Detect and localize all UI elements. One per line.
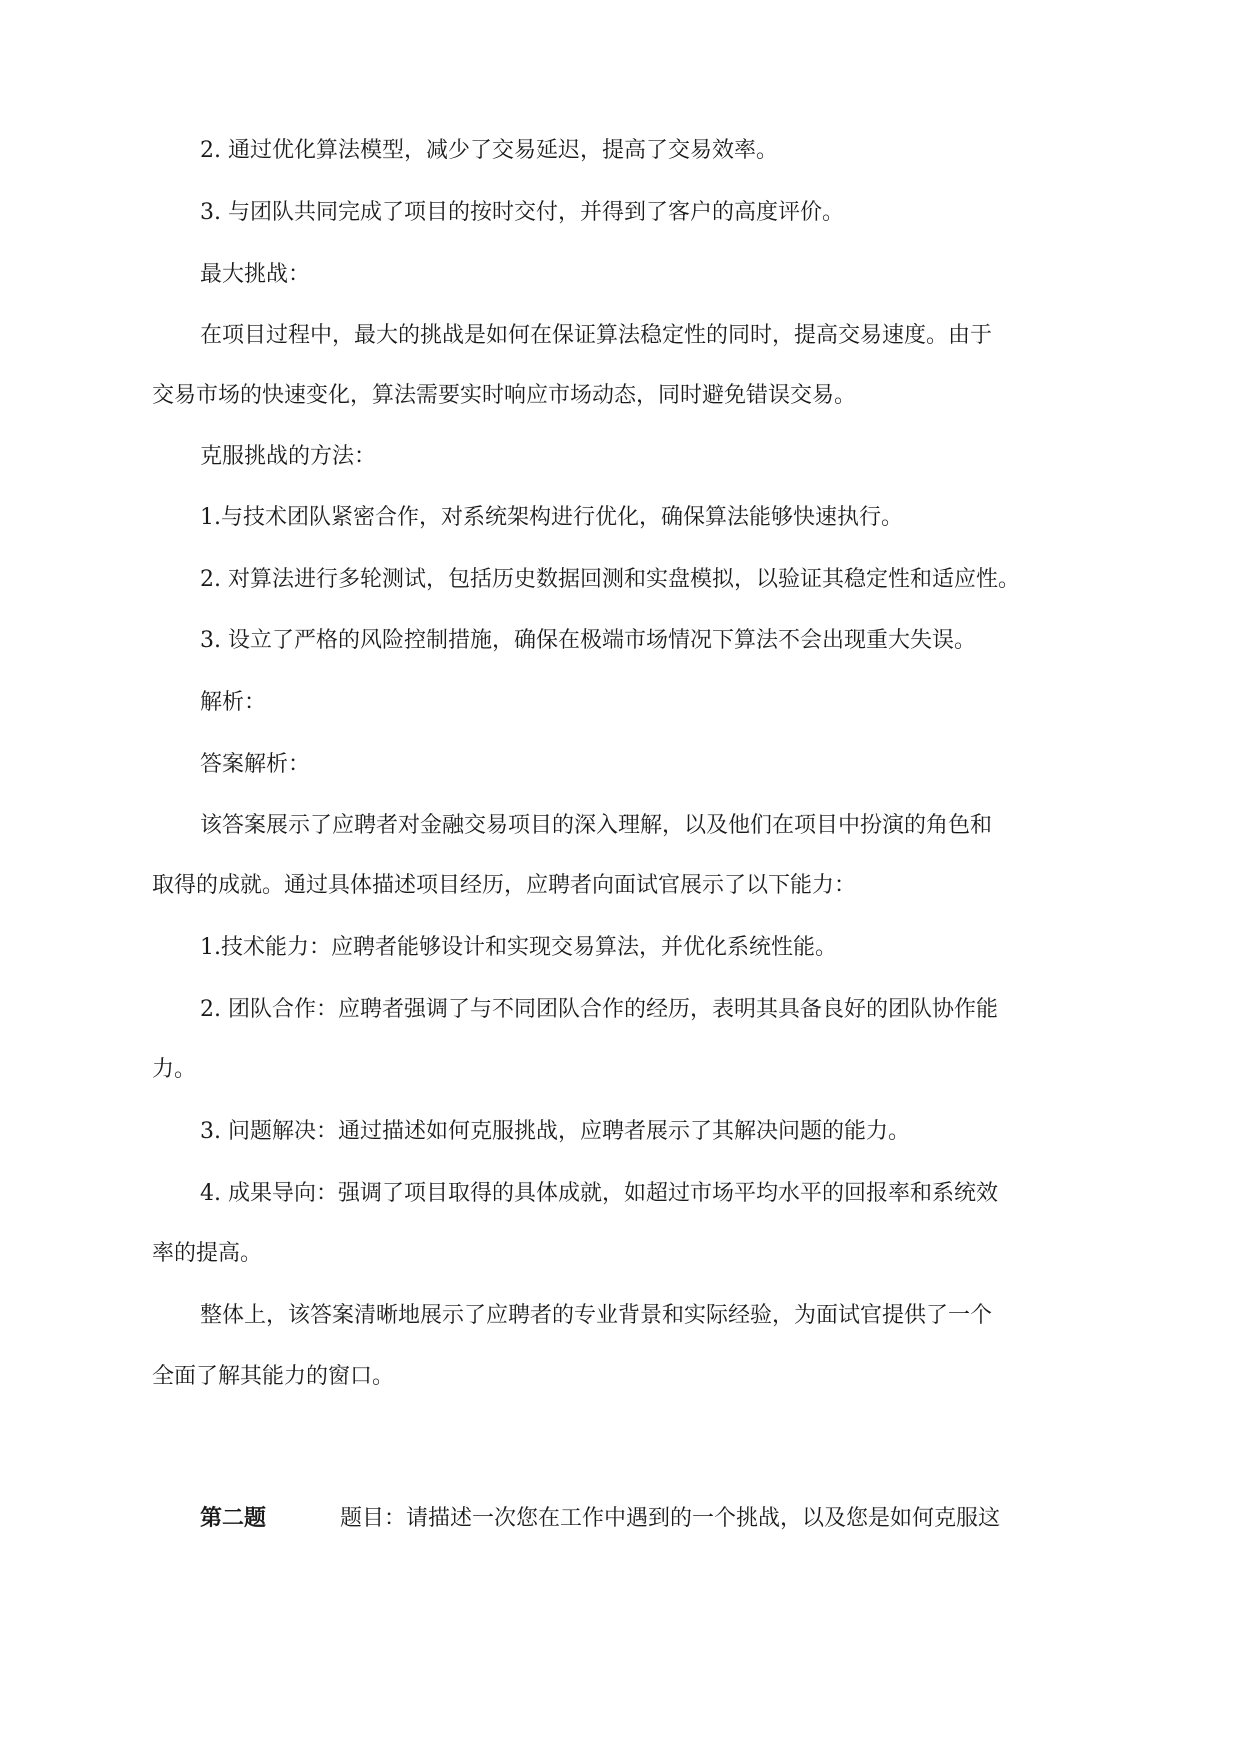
question-heading xyxy=(200,1502,1000,1535)
list-item: 3. 设立了严格的风险控制措施，确保在极端市场情况下算法不会出现重大失误。 xyxy=(200,628,976,653)
list-item-continuation: 率的提高。 xyxy=(152,1241,263,1266)
section-label: 最大挑战： xyxy=(200,262,311,287)
question-text: 题目：请描述一次您在工作中遇到的一个挑战，以及您是如何克服这 xyxy=(340,1506,1001,1531)
list-item: 1.与技术团队紧密合作，对系统架构进行优化，确保算法能够快速执行。 xyxy=(200,505,903,530)
paragraph-line: 全面了解其能力的窗口。 xyxy=(152,1364,395,1389)
list-item: 2. 对算法进行多轮测试，包括历史数据回测和实盘模拟，以验证其稳定性和适应性。 xyxy=(200,567,1020,592)
list-item: 3. 问题解决：通过描述如何克服挑战，应聘者展示了其解决问题的能力。 xyxy=(200,1119,910,1144)
list-item: 4. 成果导向：强调了项目取得的具体成就，如超过市场平均水平的回报率和系统效 xyxy=(200,1181,998,1206)
paragraph-line: 整体上，该答案清晰地展示了应聘者的专业背景和实际经验，为面试官提供了一个 xyxy=(200,1303,993,1328)
list-item: 1.技术能力：应聘者能够设计和实现交易算法，并优化系统性能。 xyxy=(200,935,837,960)
paragraph-line: 3. 与团队共同完成了项目的按时交付，并得到了客户的高度评价。 xyxy=(200,200,844,225)
paragraph-line: 该答案展示了应聘者对金融交易项目的深入理解，以及他们在项目中扮演的角色和 xyxy=(200,813,993,838)
paragraph-line: 2. 通过优化算法模型，减少了交易延迟，提高了交易效率。 xyxy=(200,138,778,163)
paragraph-line: 在项目过程中，最大的挑战是如何在保证算法稳定性的同时，提高交易速度。由于 xyxy=(200,323,993,348)
section-label: 解析： xyxy=(200,690,267,715)
paragraph-line: 取得的成就。通过具体描述项目经历，应聘者向面试官展示了以下能力： xyxy=(152,873,857,898)
section-label: 克服挑战的方法： xyxy=(200,444,377,469)
question-number: 第二题 xyxy=(200,1505,267,1531)
list-item-continuation: 力。 xyxy=(152,1057,197,1082)
list-item: 2. 团队合作：应聘者强调了与不同团队合作的经历，表明其具备良好的团队协作能 xyxy=(200,997,998,1022)
section-label: 答案解析： xyxy=(200,752,311,777)
paragraph-line: 交易市场的快速变化，算法需要实时响应市场动态，同时避免错误交易。 xyxy=(152,383,857,408)
